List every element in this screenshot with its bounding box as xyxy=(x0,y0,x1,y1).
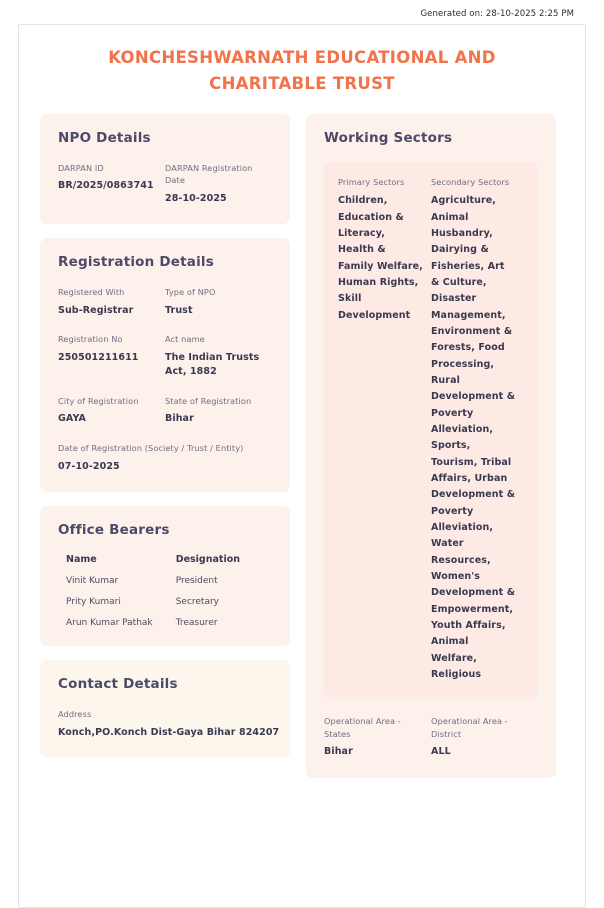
operational-area-row xyxy=(324,715,538,759)
table-row xyxy=(58,618,272,628)
operational-area-states-field xyxy=(324,715,431,759)
address-field xyxy=(58,708,280,740)
contact-address-row xyxy=(58,708,280,740)
office-bearer-designation: Secretary xyxy=(175,597,219,608)
generated-on-text: Generated on: 28-10-2025 2:25 PM xyxy=(420,9,574,19)
table-row xyxy=(58,597,272,607)
column-header-designation: Designation xyxy=(175,554,240,566)
type-of-npo-field xyxy=(165,286,272,318)
office-bearers-table xyxy=(58,554,272,628)
date-of-registration-field xyxy=(58,442,272,474)
npo-details-card xyxy=(40,114,290,224)
npo-details-row xyxy=(58,162,272,206)
registration-no-field xyxy=(58,333,165,380)
darpan-id-label: DARPAN ID xyxy=(58,163,104,174)
operational-area-states-value: Bihar xyxy=(324,745,353,757)
operational-area-states-label: Operational Area - States xyxy=(324,716,401,739)
date-of-registration-label: Date of Registration (Society / Trust / Entity) xyxy=(58,443,244,454)
darpan-registration-date-value: 28-10-2025 xyxy=(165,192,227,204)
registration-details-card xyxy=(40,238,290,492)
registration-row-3 xyxy=(58,395,272,427)
act-name-label: Act name xyxy=(165,334,205,345)
office-bearer-designation: President xyxy=(175,576,218,587)
contact-details-card xyxy=(40,660,290,758)
table-header-row xyxy=(58,554,272,565)
right-column xyxy=(306,114,556,791)
content-columns xyxy=(18,114,586,791)
contact-details-heading: Contact Details xyxy=(58,676,178,693)
type-of-npo-label: Type of NPO xyxy=(165,287,216,298)
darpan-registration-date-label: DARPAN Registration Date xyxy=(165,163,253,186)
primary-sectors-label: Primary Sectors xyxy=(338,177,405,188)
secondary-sectors-field xyxy=(431,176,524,683)
office-bearer-name: Arun Kumar Pathak xyxy=(66,618,153,629)
registration-no-label: Registration No xyxy=(58,334,123,345)
state-of-registration-value: Bihar xyxy=(165,413,194,425)
left-column xyxy=(40,114,290,772)
registration-no-value: 250501211611 xyxy=(58,351,139,363)
sectors-panel xyxy=(324,162,538,699)
sectors-columns xyxy=(338,176,524,683)
office-bearer-name: Prity Kumari xyxy=(66,597,121,608)
office-bearers-card xyxy=(40,506,290,646)
registration-details-heading: Registration Details xyxy=(58,254,214,271)
registration-row-4 xyxy=(58,442,272,474)
registered-with-field xyxy=(58,286,165,318)
darpan-registration-date-field xyxy=(165,162,272,206)
working-sectors-heading: Working Sectors xyxy=(324,130,453,147)
registered-with-label: Registered With xyxy=(58,287,125,298)
city-of-registration-label: City of Registration xyxy=(58,396,139,407)
page-title: KONCHESHWARNATH EDUCATIONAL AND CHARITABLE TRUST xyxy=(108,48,496,93)
registration-row-2 xyxy=(58,333,272,380)
act-name-field xyxy=(165,333,272,380)
address-value: Konch,PO.Konch Dist-Gaya Bihar 824207 xyxy=(58,726,280,738)
darpan-id-value: BR/2025/0863741 xyxy=(58,180,154,192)
registration-row-1 xyxy=(58,286,272,318)
operational-area-district-label: Operational Area - District xyxy=(431,716,508,739)
address-label: Address xyxy=(58,709,92,720)
operational-area-district-value: ALL xyxy=(431,745,451,757)
state-of-registration-label: State of Registration xyxy=(165,396,252,407)
registered-with-value: Sub-Registrar xyxy=(58,304,134,316)
secondary-sectors-label: Secondary Sectors xyxy=(431,177,510,188)
act-name-value: The Indian Trusts Act, 1882 xyxy=(165,351,260,378)
state-of-registration-field xyxy=(165,395,272,427)
primary-sectors-field xyxy=(338,176,431,683)
column-header-name: Name xyxy=(66,554,97,566)
primary-sectors-value: Children, Education & Literacy, Health & Family Welfare, Human Rights, Skill Development xyxy=(338,195,423,321)
city-of-registration-field xyxy=(58,395,165,427)
office-bearer-designation: Treasurer xyxy=(175,618,218,629)
npo-details-heading: NPO Details xyxy=(58,130,151,147)
secondary-sectors-value: Agriculture, Animal Husbandry, Dairying & Fisheries, Art & Culture, Disaster Management, Environment & Forests, Food Processing, Rural Development & Poverty Alleviation, Sports, Tourism, Tribal Affairs, Urban Development & Poverty Alleviation, Water Resources, Women's Development & Empowerment, Youth Affairs, Animal Welfare, Religious xyxy=(431,195,516,680)
table-row xyxy=(58,576,272,586)
date-of-registration-value: 07-10-2025 xyxy=(58,460,120,472)
working-sectors-card xyxy=(306,114,556,777)
city-of-registration-value: GAYA xyxy=(58,413,86,425)
office-bearer-name: Vinit Kumar xyxy=(66,576,119,587)
operational-area-district-field xyxy=(431,715,538,759)
type-of-npo-value: Trust xyxy=(165,304,193,316)
office-bearers-heading: Office Bearers xyxy=(58,522,170,539)
darpan-id-field xyxy=(58,162,165,206)
